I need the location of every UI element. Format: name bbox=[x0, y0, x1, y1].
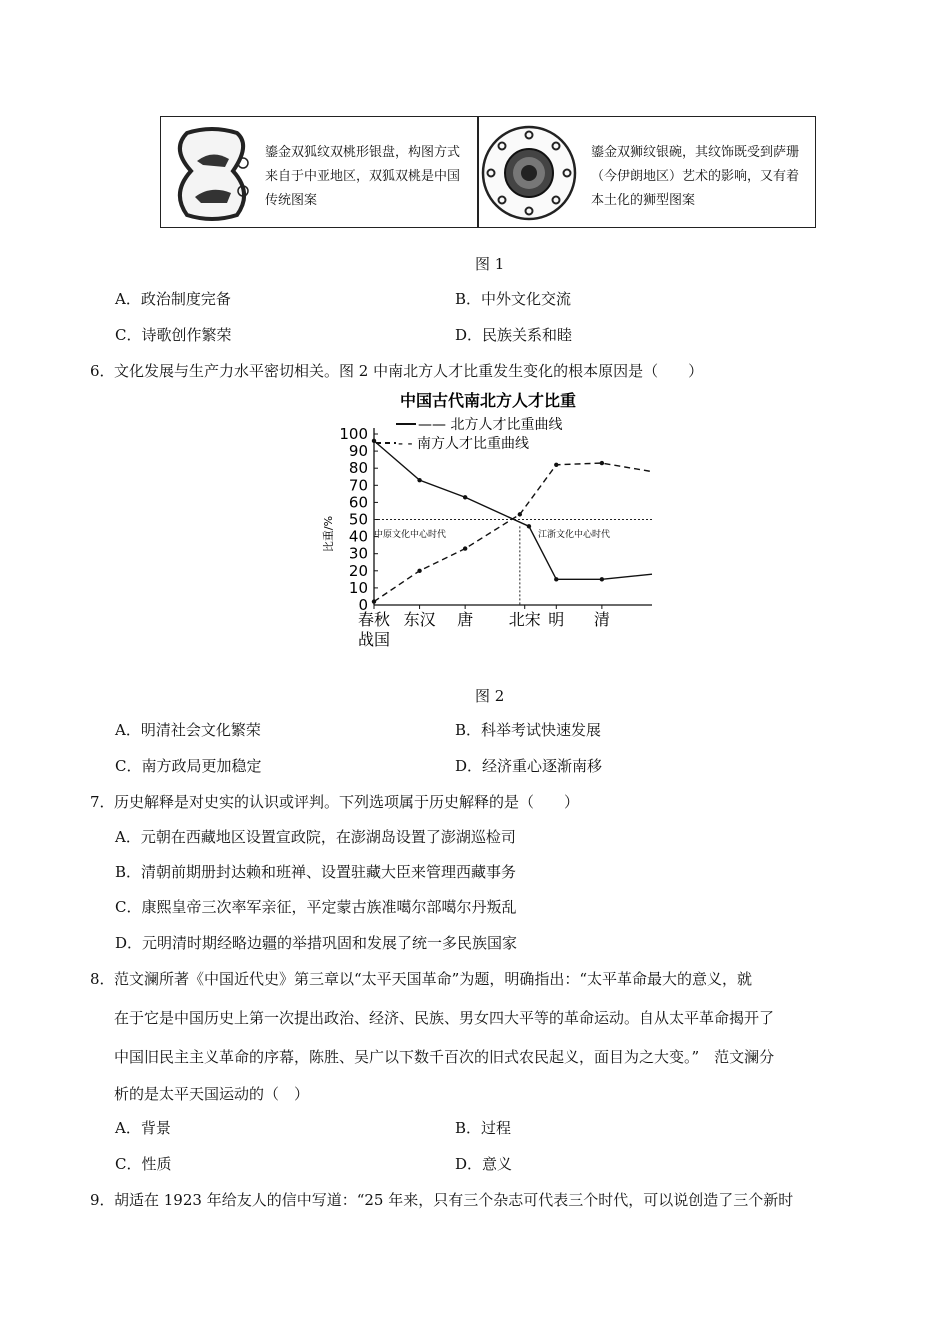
q8-number: 8． bbox=[90, 970, 115, 988]
figure-1-divider bbox=[477, 117, 479, 227]
x-tick-label: 唐 bbox=[457, 610, 474, 629]
figure-1-left-caption: 鎏金双狐纹双桃形银盘，构图方式来自于中亚地区，双狐双桃是中国传统图案 bbox=[265, 145, 461, 208]
y-tick-label: 90 bbox=[348, 442, 368, 461]
y-tick-label: 0 bbox=[358, 596, 368, 614]
x-tick-label: 明 bbox=[548, 610, 565, 629]
series-south-point bbox=[417, 569, 421, 573]
x-tick-label: 东汉 bbox=[403, 610, 436, 629]
series-north-line bbox=[374, 441, 652, 580]
q8-line-1: 范文澜所著《中国近代史》第三章以“太平天国革命”为题，明确指出：“太平革命最大的意义，就 bbox=[114, 970, 753, 988]
q7-option-d: D．元明清时期经略边疆的举措巩固和发展了统一多民族国家 bbox=[115, 934, 518, 952]
series-south-point bbox=[600, 461, 604, 465]
y-tick-label: 60 bbox=[348, 493, 368, 512]
q6-option-b: B．科举考试快速发展 bbox=[455, 721, 602, 739]
figure-2-chart bbox=[318, 386, 662, 656]
x-tick-label: 北宋 bbox=[508, 610, 541, 629]
y-tick-label: 50 bbox=[348, 510, 368, 529]
q6-option-a: A．明清社会文化繁荣 bbox=[115, 721, 261, 739]
series-north-point bbox=[463, 495, 467, 499]
q7-option-c: C．康熙皇帝三次率军亲征，平定蒙古族准噶尔部噶尔丹叛乱 bbox=[115, 898, 517, 916]
q9-stem: 胡适在 1923 年给友人的信中写道：“25 年来，只有三个杂志可代表三个时代，可以说创造了三个新时 bbox=[114, 1191, 794, 1209]
y-axis-label: 比重/% bbox=[322, 515, 335, 553]
q6-option-c: C．南方政局更加稳定 bbox=[115, 757, 262, 775]
series-north-point bbox=[527, 524, 531, 528]
y-tick-label: 20 bbox=[348, 561, 368, 580]
series-south-point bbox=[372, 599, 376, 603]
series-south-point bbox=[518, 512, 522, 516]
chart-title: 中国古代南北方人才比重 bbox=[399, 391, 577, 410]
figure-1-right-caption: 鎏金双狮纹银碗，其纹饰既受到萨珊（今伊朗地区）艺术的影响，又有着本土化的狮型图案 bbox=[591, 145, 800, 208]
x-tick-label: 清 bbox=[593, 610, 610, 629]
q9-number: 9． bbox=[90, 1191, 115, 1209]
q8-line-3: 中国旧民主主义革命的序幕，陈胜、吴广以下数千百次的旧式农民起义，面目为之大变。” 范文澜分 bbox=[114, 1048, 775, 1066]
annotation-jiangzhe: 江浙文化中心时代 bbox=[538, 530, 611, 540]
q5-option-c: C．诗歌创作繁荣 bbox=[115, 326, 232, 344]
q5-option-d: D．民族关系和睦 bbox=[455, 326, 573, 344]
y-tick-label: 10 bbox=[348, 578, 368, 597]
series-north-point bbox=[600, 577, 604, 581]
q6-number: 6． bbox=[90, 362, 115, 380]
y-tick-label: 100 bbox=[339, 425, 368, 443]
x-tick-label-second-line: 战国 bbox=[357, 630, 391, 649]
x-tick-label: 春秋 bbox=[357, 610, 391, 629]
q8-option-b: B．过程 bbox=[455, 1119, 512, 1137]
legend-south: - - 南方人才比重曲线 bbox=[398, 436, 530, 452]
q7-stem: 历史解释是对史实的认识或评判。下列选项属于历史解释的是（ ） bbox=[114, 793, 580, 811]
annotation-central-plains: 中原文化中心时代 bbox=[374, 530, 447, 540]
silver-bowl-lion-image bbox=[481, 121, 577, 225]
q5-option-b: B．中外文化交流 bbox=[455, 290, 572, 308]
series-north-point bbox=[554, 577, 558, 581]
y-tick-label: 40 bbox=[348, 527, 368, 546]
series-south-point bbox=[554, 463, 558, 467]
y-tick-label: 70 bbox=[348, 476, 368, 495]
y-tick-label: 30 bbox=[348, 544, 368, 563]
q6-option-d: D．经济重心逐渐南移 bbox=[455, 757, 603, 775]
q7-option-a: A．元朝在西藏地区设置宣政院，在澎湖岛设置了澎湖巡检司 bbox=[115, 828, 516, 846]
q8-option-d: D．意义 bbox=[455, 1155, 513, 1173]
series-south-point bbox=[463, 546, 467, 550]
figure-1-frame bbox=[160, 116, 816, 228]
silver-plate-fox-image bbox=[167, 123, 257, 223]
q5-option-a: A．政治制度完备 bbox=[115, 290, 231, 308]
q6-stem: 文化发展与生产力水平密切相关。图 2 中南北方人才比重发生变化的根本原因是（ ） bbox=[114, 362, 704, 380]
figure-2-label: 图 2 bbox=[475, 687, 505, 705]
figure-1-label: 图 1 bbox=[475, 255, 505, 273]
q8-line-4: 析的是太平天国运动的（ ） bbox=[114, 1085, 310, 1103]
series-north-point bbox=[417, 478, 421, 482]
q8-option-c: C．性质 bbox=[115, 1155, 172, 1173]
legend-north: —— 北方人才比重曲线 bbox=[418, 417, 563, 433]
q8-option-a: A．背景 bbox=[115, 1119, 171, 1137]
q7-option-b: B．清朝前期册封达赖和班禅、设置驻藏大臣来管理西藏事务 bbox=[115, 863, 517, 881]
y-tick-label: 80 bbox=[348, 459, 368, 478]
q7-number: 7． bbox=[90, 793, 115, 811]
q8-line-2: 在于它是中国历史上第一次提出政治、经济、民族、男女四大平等的革命运动。自从太平革命揭开了 bbox=[114, 1009, 775, 1027]
series-north-point bbox=[372, 439, 376, 443]
